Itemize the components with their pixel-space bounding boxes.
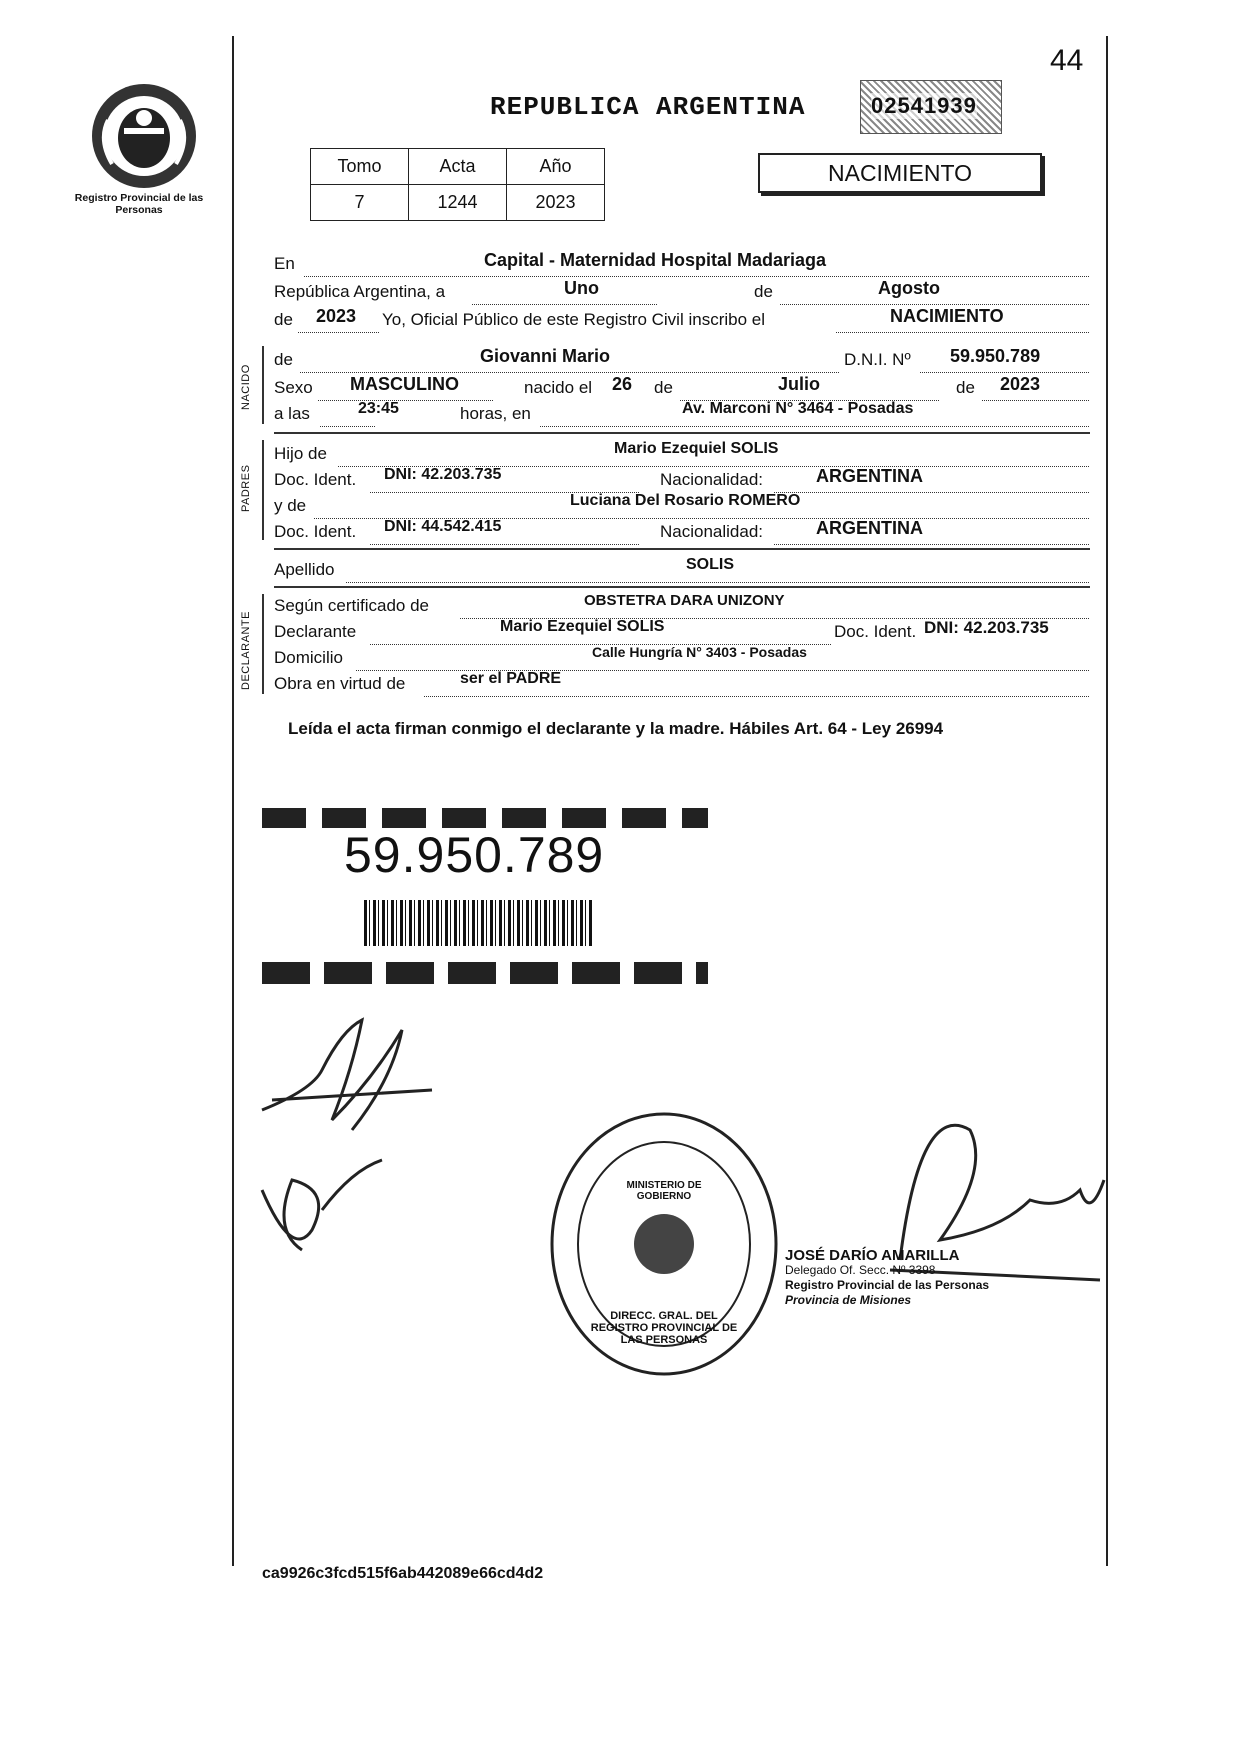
stamp-number: 02541939 (871, 93, 977, 118)
mother-row (274, 492, 1089, 518)
birth-month: Julio (778, 374, 821, 394)
surname-value: SOLIS (686, 556, 735, 573)
security-band-bottom (262, 962, 708, 984)
record-table-header: Año (507, 149, 605, 185)
birth-year: 2023 (1000, 374, 1041, 394)
mother-doc-row (274, 518, 1089, 544)
address-value: Calle Hungría N° 3403 - Posadas (592, 644, 807, 660)
doc-label: Doc. Ident. (274, 470, 357, 489)
father-nationality: ARGENTINA (816, 466, 923, 486)
doc-label: Doc. Ident. (274, 522, 357, 541)
obra-value: ser el PADRE (460, 670, 562, 687)
time-place-row (274, 400, 1089, 426)
mother-doc: DNI: 44.542.415 (384, 518, 502, 535)
month-value: Agosto (878, 278, 940, 298)
security-band-top (262, 808, 708, 828)
signer-title: Delegado Of. Secc. Nº 3398 (785, 1263, 936, 1277)
security-stamp (860, 80, 1002, 134)
coat-of-arms-logo (88, 80, 200, 192)
sexo-label: Sexo (274, 378, 313, 397)
sexo-value: MASCULINO (350, 374, 459, 394)
certificate-row (274, 592, 1089, 618)
ano-value: 2023 (507, 185, 605, 221)
record-table-header: Tomo (311, 149, 409, 185)
apellido-label: Apellido (274, 560, 335, 579)
birth-day: 26 (612, 374, 633, 394)
hijo-label: Hijo de (274, 444, 327, 463)
surname-row (274, 556, 1089, 582)
mother-nationality: ARGENTINA (816, 518, 923, 538)
signer-name: JOSÉ DARÍO AMARILLA (785, 1247, 960, 1264)
signer-province: Provincia de Misiones (785, 1293, 912, 1307)
dni-label: D.N.I. Nº (844, 350, 911, 369)
father-name: Mario Ezequiel SOLIS (614, 440, 779, 457)
record-table (310, 148, 605, 221)
birth-time: 23:45 (358, 400, 399, 417)
cert-value: OBSTETRA DARA UNIZONY (584, 592, 785, 609)
act-row (274, 306, 1089, 332)
yde-label: y de (274, 496, 307, 515)
seal-text: DIRECC. GRAL. DEL REGISTRO PROVINCIAL DE LAS PERSONAS (590, 1310, 738, 1346)
name-row (274, 346, 1089, 372)
address-row (274, 644, 1089, 670)
nac-label: Nacionalidad: (660, 470, 764, 489)
oficial-text: Yo, Oficial Público de este Registro Civil inscribo el (382, 310, 765, 329)
barcode (364, 900, 592, 946)
sex-birth-row (274, 374, 1089, 400)
closing-note: Leída el acta firman conmigo el declarante y la madre. Hábiles Art. 64 - Ley 26994 (288, 719, 944, 738)
place-row (274, 250, 1089, 276)
doc-label: Doc. Ident. (834, 622, 917, 641)
nacido-section-label: NACIDO (240, 364, 252, 410)
cert-label: Según certificado de (274, 596, 429, 615)
father-doc: DNI: 42.203.735 (384, 466, 502, 483)
logo-caption: Registro Provincial de las Personas (74, 192, 204, 216)
place-value: Capital - Maternidad Hospital Madariaga (484, 250, 827, 270)
signer-block (785, 1248, 989, 1308)
nacido-label: nacido el (524, 378, 593, 397)
declarant-row (274, 618, 1089, 644)
official-seal (548, 1110, 780, 1378)
signer-org: Registro Provincial de las Personas (785, 1278, 990, 1292)
de-label: de (754, 282, 773, 301)
obra-row (274, 670, 1089, 696)
republica-label: República Argentina, a (274, 282, 446, 301)
year-value: 2023 (316, 306, 357, 326)
de-label: de (274, 310, 293, 329)
mother-name: Luciana Del Rosario ROMERO (570, 492, 801, 509)
handwritten-signature (252, 1150, 392, 1270)
en-label: En (274, 254, 295, 273)
decl-label: Declarante (274, 622, 357, 641)
page-number: 44 (1050, 44, 1084, 77)
obra-label: Obra en virtud de (274, 674, 406, 693)
de-label: de (956, 378, 975, 397)
horas-label: horas, en (460, 404, 531, 423)
seal-inner-text: MINISTERIO DE GOBIERNO (626, 1180, 702, 1202)
right-margin-line (1106, 36, 1108, 1566)
nac-label: Nacionalidad: (660, 522, 764, 541)
birth-place: Av. Marconi N° 3464 - Posadas (682, 400, 914, 417)
acta-value: 1244 (409, 185, 507, 221)
record-table-header: Acta (409, 149, 507, 185)
de-label: de (654, 378, 673, 397)
act-value: NACIMIENTO (890, 306, 1004, 326)
dom-label: Domicilio (274, 648, 343, 667)
document-hash: ca9926c3fcd515f6ab442089e66cd4d2 (262, 1565, 544, 1582)
date-row (274, 278, 1089, 304)
newborn-dni: 59.950.789 (950, 346, 1041, 366)
declarant-name: Mario Ezequiel SOLIS (500, 618, 665, 635)
padres-section-label: PADRES (240, 464, 252, 512)
barcode-number: 59.950.789 (344, 827, 605, 883)
de-label: de (274, 350, 293, 369)
declarant-doc: DNI: 42.203.735 (924, 618, 1049, 637)
left-margin-line (232, 36, 234, 1566)
father-row (274, 440, 1089, 466)
alas-label: a las (274, 404, 310, 423)
newborn-name: Giovanni Mario (480, 346, 611, 366)
declarante-section-label: DECLARANTE (240, 611, 252, 690)
handwritten-signature (252, 1010, 452, 1150)
document-title: REPUBLICA ARGENTINA (490, 92, 806, 122)
day-value: Uno (564, 278, 599, 298)
father-doc-row (274, 466, 1089, 492)
tomo-value: 7 (311, 185, 409, 221)
record-type-box: NACIMIENTO (758, 153, 1042, 193)
